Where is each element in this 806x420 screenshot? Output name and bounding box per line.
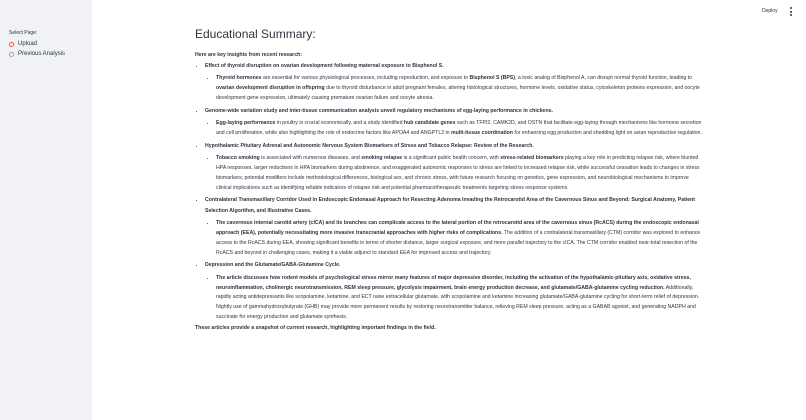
summary-bold-text: multi-tissue coordination — [451, 130, 513, 136]
summary-text: such as TFPI2, CAMK2D, and OSTN that facilitate egg-laying through mechanisms like hormone secretion and cell proliferation, while also highlighting the role of endocrine factors like APOA4 and ANGPTL2 in — [216, 120, 702, 136]
radio-label: Upload — [18, 41, 38, 47]
summary-bold-text: hub candidate genes — [403, 120, 456, 127]
summary-text: , a toxic analog of Bisphenol A, can disrupt normal thyroid function, leading to — [515, 75, 693, 82]
more-vertical-icon[interactable] — [790, 7, 793, 16]
summary-bold-text: The article discusses how rodent models of psychological stress mirror many features of major depressive disorder, including the activation of the hypothalamic-pituitary axis, oxidative stress, neuroinflammation, cholinergic neurotransmission, REM sleep pressure, glycolysis impairment, brain energy production decrease, and glutamate/GABA-glutamine cycling reduction. — [216, 274, 691, 291]
summary-text: due to thyroid disturbance in adult pregnant females, altering histological structures, hormone levels, oxidative status, cytoskeleton proteins expression, and oocyte development gene expression, ultimately causing premature ovarian failure and oocyte atresia. — [216, 85, 700, 101]
summary-bold-text: Bisphenol S (BPS) — [469, 75, 515, 82]
summary-bold-text: smoking relapse — [361, 155, 403, 162]
topic-heading: Effect of thyroid disruption on ovarian development following maternal exposure to Bisphenol S. — [205, 63, 444, 69]
page-title: Educational Summary: — [195, 27, 316, 41]
summary-text: The addition of a contralateral transmaxillary (CTM) corridor was explored to enhance access to the RcACS during EEA, showing significant benefits in terms of shorter distance, larger surgical exposure, and more parallel trajectory to the cICA. The CTM corridor enabled near-total resection of the RcACS and beyond in challenging cases, making it a viable adjunct to standard EEA for improved access and trajectory. — [216, 230, 701, 256]
topic-heading: Hypothalamic Pituitary Adrenal and Autonomic Nervous System Biomarkers of Stress and Tobacco Relapse: Review of the Research. — [205, 142, 534, 149]
topic-heading: Genome-wide variation study and inter-tissue communication analysis unveil regulatory mechanisms of egg-laying performance in chickens. — [205, 107, 553, 114]
radio-label: Previous Analysis — [18, 51, 66, 57]
intro-text: Here are key insights from recent research: — [195, 52, 302, 58]
deploy-button[interactable]: Deploy — [762, 8, 778, 14]
summary-text: is a significant public health concern, with — [402, 155, 501, 162]
summary-text: is associated with numerous diseases, and — [259, 155, 362, 162]
summary-item — [216, 154, 703, 193]
summary-bold-text: Tobacco smoking — [216, 155, 260, 162]
topic-list — [195, 61, 703, 323]
summary-bold-text: Thyroid hormones — [216, 75, 262, 82]
summary-item — [216, 219, 703, 258]
sidebar-title: Select Page: — [9, 30, 38, 36]
radio-option-upload[interactable] — [9, 41, 37, 47]
topic-item — [205, 141, 703, 194]
topic-heading: Depression and the Glutamate/GABA-Glutamine Cycle. — [205, 262, 341, 269]
summary-list — [205, 219, 703, 258]
radio-unselected-icon — [9, 52, 14, 57]
sidebar — [0, 0, 92, 420]
summary-item — [216, 74, 703, 103]
topic-item — [205, 260, 703, 322]
summary-text: for enhancing egg production and shedding light on avian reproductive regulation. — [512, 130, 702, 136]
summary-list — [205, 74, 703, 103]
radio-selected-icon — [9, 42, 14, 47]
summary-text: in poultry is crucial economically, and a study identified — [275, 120, 404, 127]
summary-text: Additionally, rapidly acting antidepressants like scopolamine, ketamine, and ECT raise extracellular glutamate, with scopolamine and ketamine increasing glutamate/GABA-glutamine cycling for short-term relief of depression. Nightly use of gammahydroxybutyrate (GHB) may provide more permanent results by restoring neurotransmitter balance, relieving REM sleep pressure, acting as a GABAB agonist, and generating NADPH and succinate for energy production and glutamate synthesis. — [216, 284, 700, 320]
topic-item — [205, 106, 703, 139]
summary-text: playing a key role in predicting relapse risk, where blunted HPA responses, larger reductions in HPA biomarkers during abstinence, and exaggerated autonomic responses to stress are linked to increased relapse risk, while successful cessation leads to changes in stress biomarkers; potential modifiers include methodological differences, biological sex, and chronic stress, with future research focusing on genetics, gene expression, and neurobiological mechanisms to improve clinical implications such as identifying reliable indicators of relapse risk and potential pharmacotherapeutic treatments targeting stress response systems. — [216, 155, 700, 191]
radio-option-previous-analysis[interactable] — [9, 51, 65, 57]
topic-item — [205, 195, 703, 258]
summary-bold-text: ovarian development disruption in offspring — [216, 85, 325, 92]
summary-list — [205, 274, 703, 323]
summary-bold-text: Egg-laying performance — [216, 120, 276, 127]
topic-item — [205, 61, 703, 104]
summary-list — [205, 119, 703, 139]
main-content — [195, 27, 703, 331]
topic-heading: Contralateral Transmaxillary Corridor Used in Endoscopic Endonasal Approach for Resecting Adenoma Invading the Retrocarotid Area of the Cavernous Sinus and Beyond: Surgical Anatomy, Patient Selection Algorithm, and Illustrative Cases. — [205, 197, 696, 214]
summary-item — [216, 274, 703, 323]
summary-item — [216, 119, 703, 139]
summary-text: are essential for various physiological processes, including reproduction, and exposure to — [261, 75, 470, 82]
summary-bold-text: The cavernous internal carotid artery (cICA) and its branches can complicate access to the lateral portion of the retrocarotid area of the cavernous sinus (RcACS) during the endoscopic endonasal approach (EEA), potentially necessitating more invasive transcranial approaches with higher risks of complications. — [216, 220, 699, 236]
summary-bold-text: stress-related biomarkers — [500, 155, 564, 162]
outro-text: These articles provide a snapshot of current research, highlighting important findings in the field. — [195, 324, 436, 331]
summary-list — [205, 154, 703, 193]
